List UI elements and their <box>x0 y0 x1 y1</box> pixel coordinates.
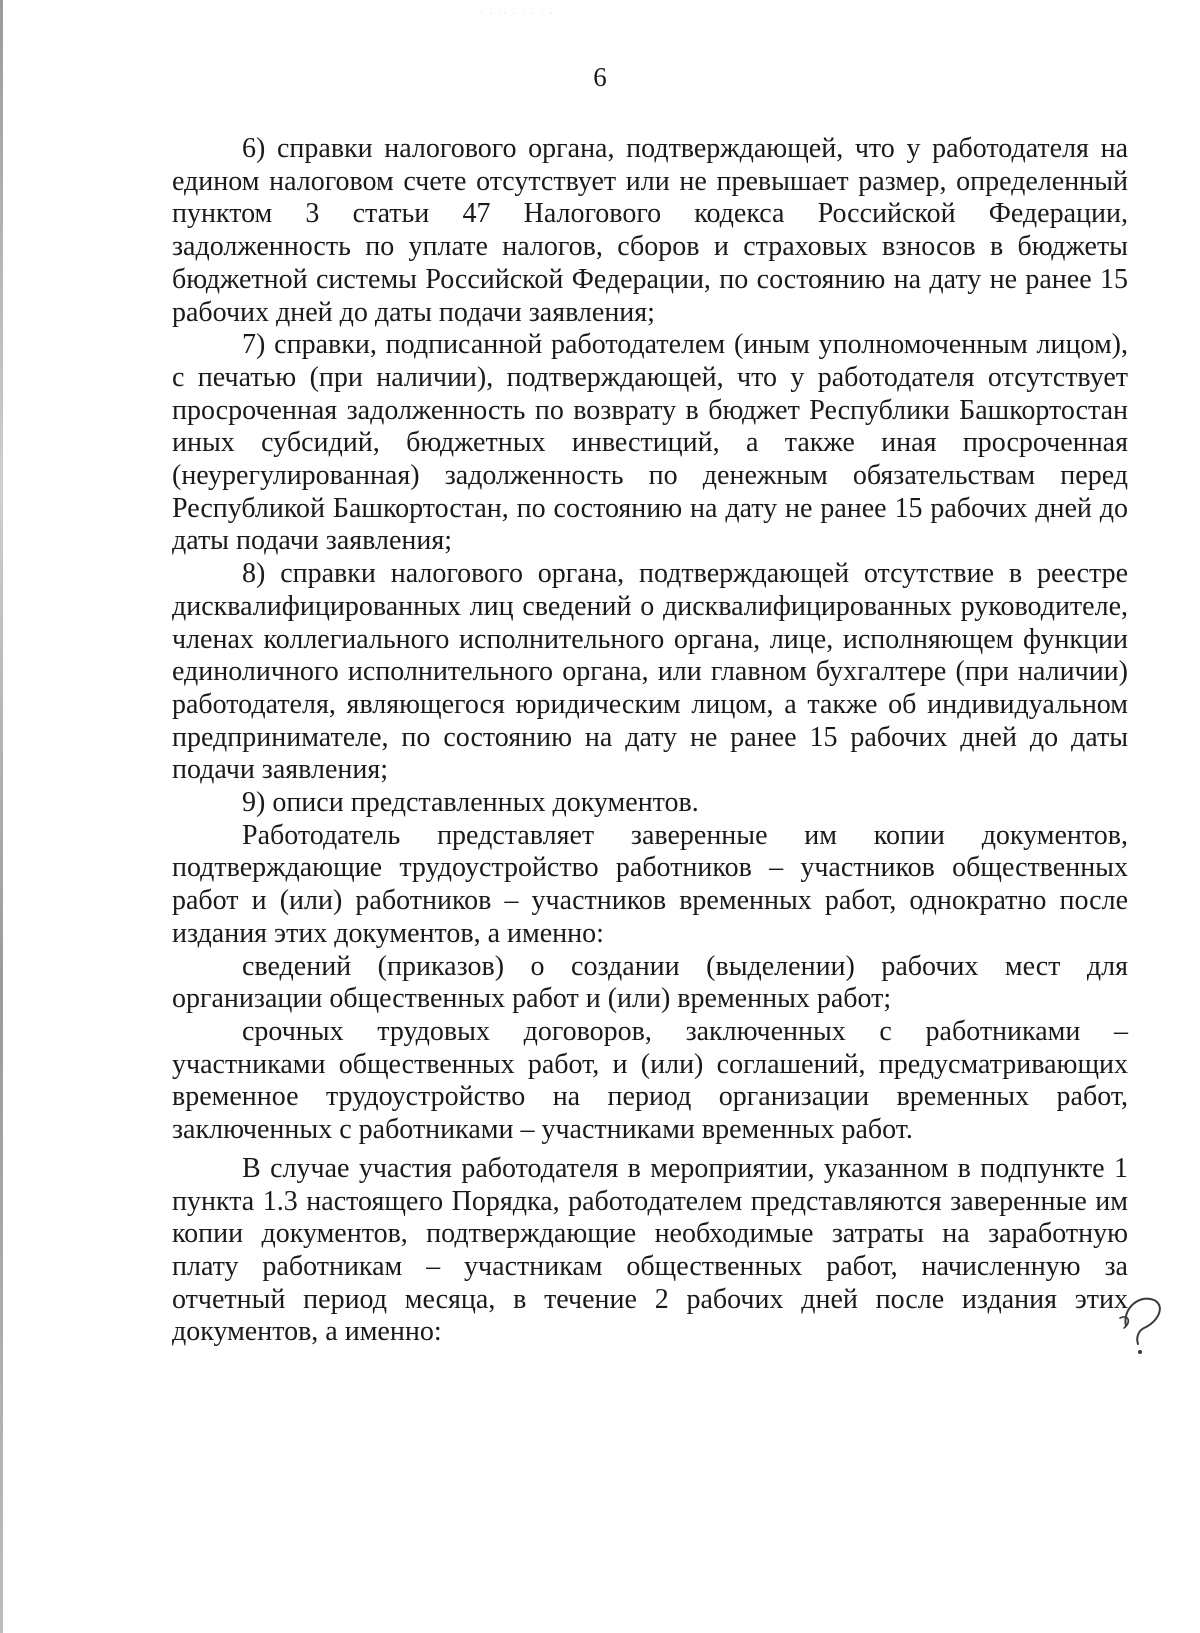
paragraph-contracts: срочных трудовых договоров, заключенных с работниками – участниками общественных работ, и (или) соглашений, предусматривающих временное трудоустройство на период организации временных работ, заключенных с работниками – участниками временных работ. <box>172 1015 1128 1146</box>
document-body <box>172 133 1128 1349</box>
page-number: 6 <box>593 62 607 92</box>
paragraph-item-9: 9) описи представленных документов. <box>242 787 699 819</box>
paragraph-item-7: 7) справки, подписанной работодателем (иным уполномоченным лицом), с печатью (при наличии), подтверждающей, что у работодателя отсутствует просроченная задолженность по возврату в бюджет Республики Башкортостан иных субсидий, бюджетных инвестиций, а также иная просроченная (неурегулированная) задолженность по денежным обязательствам перед Республикой Башкортостан, по состоянию на дату не ранее 15 рабочих дней до даты подачи заявления; <box>172 329 1128 557</box>
scan-noise: · · ·· · · · · · <box>480 8 555 18</box>
paragraph-orders: сведений (приказов) о создании (выделении) рабочих мест для организации общественных работ и (или) временных работ; <box>172 950 1128 1015</box>
paragraph-item-6: 6) справки налогового органа, подтверждающей, что у работодателя на едином налоговом счете отсутствует или не превышает размер, определенный пунктом 3 статьи 47 Налогового кодекса Российской Федерации, задолженность по уплате налогов, сборов и страховых взносов в бюджеты бюджетной системы Российской Федерации, по состоянию на дату не ранее 15 рабочих дней до даты подачи заявления; <box>172 133 1128 328</box>
paragraph-item-8: 8) справки налогового органа, подтверждающей отсутствие в реестре дисквалифицированных лиц сведений о дисквалифицированных руководителе, членах коллегиального исполнительного органа, лице, исполняющем функции единоличного исполнительного органа, или главном бухгалтере (при наличии) работодателя, являющегося юридическим лицом, а также об индивидуальном предпринимателе, по состоянию на дату не ранее 15 рабочих дней до даты подачи заявления; <box>172 558 1128 786</box>
paragraph-employer-docs: Работодатель представляет заверенные им копии документов, подтверждающие трудоустройство работников – участников общественных работ и (или) работников – участников временных работ, однократно после издания этих документов, а именно: <box>172 819 1128 949</box>
scan-edge <box>0 0 3 1633</box>
paragraph-participation: В случае участия работодателя в мероприятии, указанном в подпункте 1 пункта 1.3 настоящего Порядка, работодателем представляются заверенные им копии документов, подтверждающие необходимые затраты на заработную плату работникам – участникам общественных работ, начисленную за отчетный период месяца, в течение 2 рабочих дней после издания этих документов, а именно: <box>172 1152 1128 1348</box>
handwritten-question-mark-icon <box>1118 1288 1178 1358</box>
